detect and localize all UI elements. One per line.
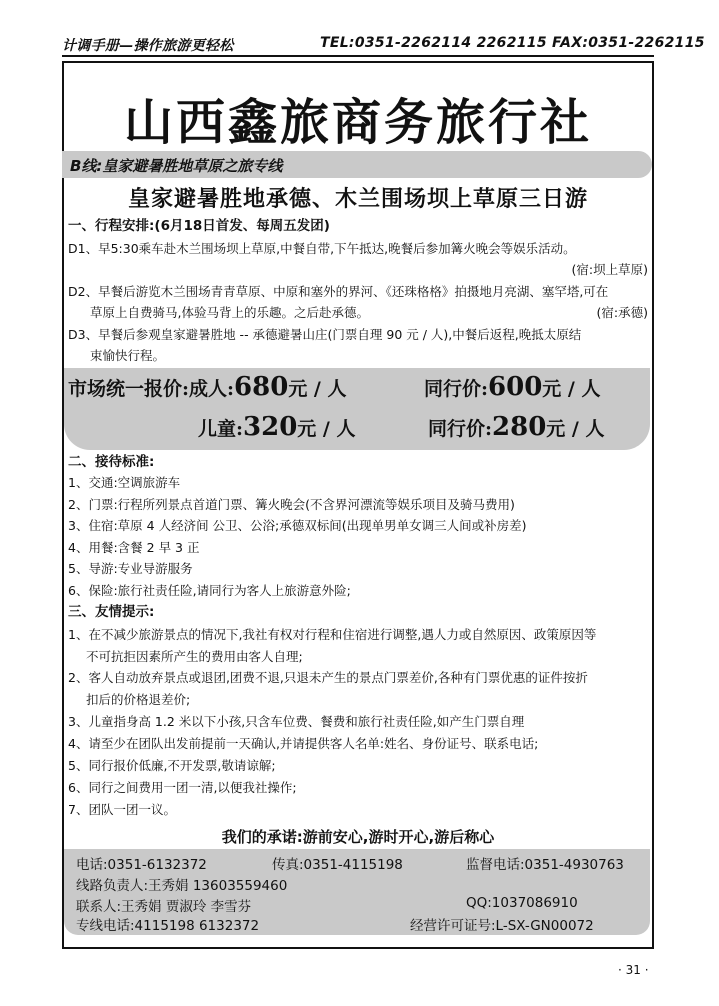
header-contact: TEL:0351-2262114 2262115 FAX:0351-2262115 xyxy=(320,35,705,51)
itinerary-day1: D1、早5:30乘车赴木兰围场坝上草原,中餐自带,下午抵达,晚餐后参加篝火晚会等娱乐活动。 xyxy=(68,241,576,256)
standard-item: 1、交通:空调旅游车 xyxy=(68,475,181,490)
standards-heading: 二、接待标准: xyxy=(68,454,155,470)
tip-1-line2: 不可抗拒因素所产生的费用由客人自理; xyxy=(86,649,303,664)
child-peer-label: 同行价: xyxy=(428,418,493,440)
child-price-unit: 元 / 人 xyxy=(297,418,356,440)
tour-title: 皇家避暑胜地承德、木兰围场坝上草原三日游 xyxy=(127,187,588,212)
child-price-row xyxy=(198,412,355,442)
itinerary-day3-line2: 束愉快行程。 xyxy=(90,348,166,363)
header-title: 计调手册—操作旅游更轻松 xyxy=(62,38,234,54)
standard-item: 4、用餐:含餐 2 早 3 正 xyxy=(68,540,200,555)
tip-2-line1: 2、客人自动放弃景点或退团,团费不退,只退未产生的景点门票差价,各种有门票优惠的证件按折 xyxy=(68,670,588,685)
tip-6: 6、同行之间费用一团一清,以便我社操作; xyxy=(68,780,297,795)
child-peer-row xyxy=(428,412,604,442)
itinerary-day2-line1: D2、早餐后游览木兰围场青青草原、中原和塞外的界河、《还珠格格》拍摄地月亮湖、塞罕塔,可在 xyxy=(68,284,609,299)
header-divider xyxy=(62,55,654,57)
child-peer-unit: 元 / 人 xyxy=(546,418,605,440)
child-peer-price: 280 xyxy=(492,412,547,442)
agency-name: 山西鑫旅商务旅行社 xyxy=(123,93,592,151)
hotline: 专线电话:4115198 6132372 xyxy=(76,918,260,934)
itinerary-day2-stay: (宿:承德) xyxy=(596,305,648,320)
child-price: 320 xyxy=(243,412,298,442)
adult-peer-row xyxy=(424,372,600,402)
tip-1-line1: 1、在不减少旅游景点的情况下,我社有权对行程和住宿进行调整,遇人力或自然原因、政策原因等 xyxy=(68,627,597,642)
adult-price-row xyxy=(68,372,346,402)
standard-item: 2、门票:行程所列景点首道门票、篝火晚会(不含界河漂流等娱乐项目及骑马费用) xyxy=(68,497,515,512)
standard-item: 5、导游:专业导游服务 xyxy=(68,561,193,576)
supervision-phone: 监督电话:0351-4930763 xyxy=(466,857,624,873)
contact-people: 联系人:王秀娟 贾淑玲 李雪芬 xyxy=(76,899,252,915)
route-manager: 线路负责人:王秀娟 13603559460 xyxy=(76,878,288,894)
child-price-label: 儿童: xyxy=(198,418,244,440)
adult-peer-unit: 元 / 人 xyxy=(542,378,601,400)
adult-price-unit: 元 / 人 xyxy=(288,378,347,400)
adult-peer-price: 600 xyxy=(488,372,543,402)
adult-price: 680 xyxy=(234,372,289,402)
itinerary-day3-line1: D3、早餐后参观皇家避暑胜地 -- 承德避暑山庄(门票自理 90 元 / 人),中餐后返程,晚抵太原结 xyxy=(68,327,582,342)
license-number: 经营许可证号:L-SX-GN00072 xyxy=(410,918,594,934)
tip-7: 7、团队一团一议。 xyxy=(68,802,176,817)
route-label: B线:皇家避暑胜地草原之旅专线 xyxy=(70,157,283,175)
page-header xyxy=(62,33,705,55)
itinerary-day1-stay: (宿:坝上草原) xyxy=(571,262,648,277)
tip-3: 3、儿童指身高 1.2 米以下小孩,只含车位费、餐费和旅行社责任险,如产生门票自理 xyxy=(68,714,525,729)
route-banner xyxy=(62,151,652,178)
phone: 电话:0351-6132372 xyxy=(76,857,207,873)
tip-2-line2: 扣后的价格退差价; xyxy=(86,692,191,707)
standard-item: 3、住宿:草原 4 人经济间 公卫、公浴;承德双标间(出现单男单女调三人间或补房差) xyxy=(68,518,527,533)
standard-item: 6、保险:旅行社责任险,请同行为客人上旅游意外险; xyxy=(68,583,351,598)
peer-price-label: 同行价: xyxy=(424,378,489,400)
promise-slogan: 我们的承诺:游前安心,游时开心,游后称心 xyxy=(221,828,495,846)
market-price-label: 市场统一报价:成人: xyxy=(68,378,235,400)
fax: 传真:0351-4115198 xyxy=(272,857,403,873)
tip-5: 5、同行报价低廉,不开发票,敬请谅解; xyxy=(68,758,276,773)
tips-heading: 三、友情提示: xyxy=(68,604,155,620)
tip-4: 4、请至少在团队出发前提前一天确认,并请提供客人名单:姓名、身份证号、联系电话; xyxy=(68,736,539,751)
page-number: · 31 · xyxy=(618,963,649,977)
qq-number: QQ:1037086910 xyxy=(466,895,578,911)
itinerary-heading: 一、行程安排:(6月18日首发、每周五发团) xyxy=(68,218,330,234)
itinerary-day2-line2: 草原上自费骑马,体验马背上的乐趣。之后赴承德。 xyxy=(90,305,369,320)
